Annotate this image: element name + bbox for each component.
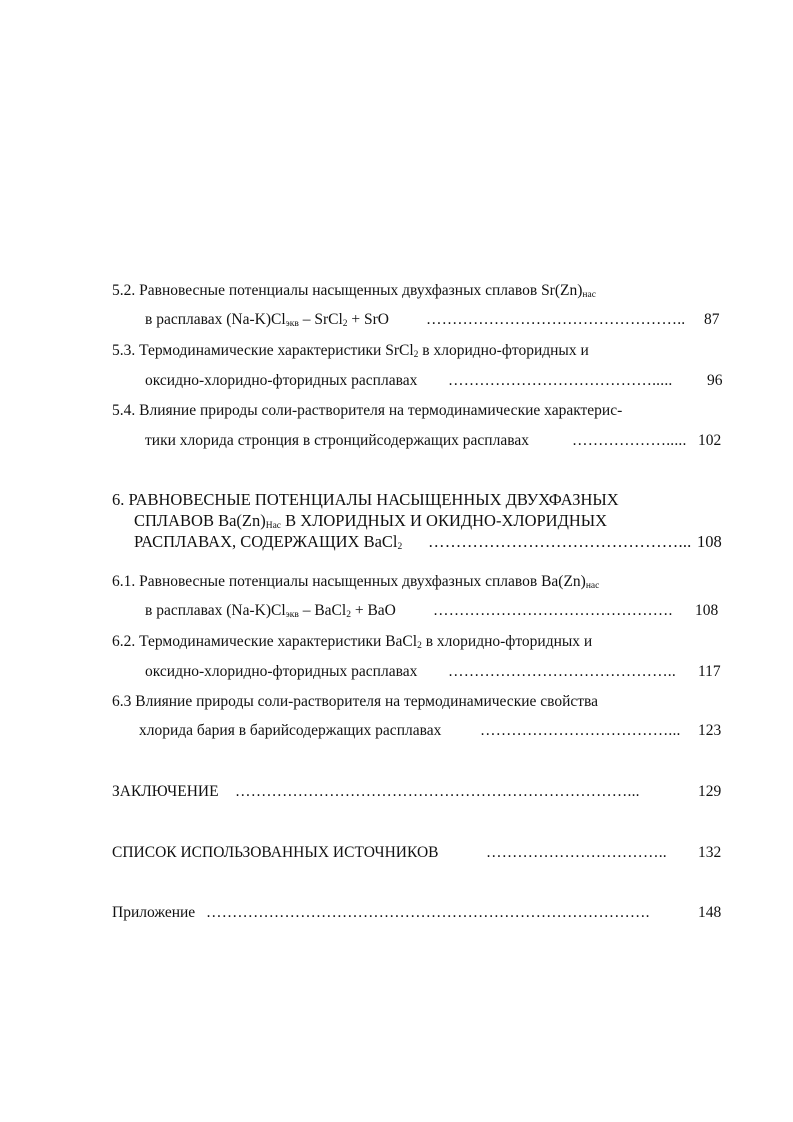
toc-leader: …………………………………………..	[426, 311, 686, 328]
toc-chapter-6-title-end: РАСПЛАВАХ, СОДЕРЖАЩИХ BaCl$_2$	[134, 532, 403, 552]
toc-entry-6-2-subtitle: оксидно-хлоридно-фторидных расплавах	[145, 663, 418, 680]
toc-page-number: 129	[698, 783, 722, 800]
toc-entry-6-3-line1	[0, 692, 793, 712]
toc-entry-5-3-line1	[0, 341, 793, 361]
toc-entry-5-4-title: 5.4. Влияние природы соли-растворителя на термодинамические характерис-	[112, 402, 623, 419]
toc-entry-6-2-title: 6.2. Термодинамические характеристики BaCl$_2$ в хлоридно-фторидных и	[112, 633, 593, 651]
toc-page-number: 87	[704, 311, 720, 328]
toc-entry-5-4-line2	[0, 431, 793, 451]
toc-page-number: 108	[695, 602, 719, 619]
toc-chapter-6-line3	[0, 532, 793, 552]
toc-entry-6-1-line1	[0, 572, 793, 592]
toc-entry-5-3-subtitle: оксидно-хлоридно-фторидных расплавах	[145, 372, 418, 389]
toc-leader: ……………………………………….	[433, 602, 673, 619]
toc-leader: ……………………………..	[486, 844, 667, 861]
toc-chapter-6-title: 6. РАВНОВЕСНЫЕ ПОТЕНЦИАЛЫ НАСЫЩЕННЫХ ДВУХФАЗНЫХ	[112, 490, 619, 509]
toc-entry-5-3-line2	[0, 371, 793, 391]
toc-entry-6-1-title: 6.1. Равновесные потенциалы насыщенных двухфазных сплавов $Ba(Zn)_{нас}$	[112, 573, 600, 591]
toc-page-number: 96	[707, 372, 723, 389]
toc-page-number: 132	[698, 844, 722, 861]
toc-entry-6-3-subtitle: хлорида бария в барийсодержащих расплавах	[139, 722, 442, 739]
toc-entry-5-4-subtitle: тики хлорида стронция в стронцийсодержащих расплавах	[145, 432, 529, 449]
toc-entry-6-2-line2	[0, 662, 793, 682]
toc-leader: ………………………………...	[480, 722, 681, 739]
toc-entry-6-2-line1	[0, 632, 793, 652]
toc-entry-5-2-subtitle: в расплавах $(Na-K)Cl_{экв}$ – SrCl$_2$ + SrO	[145, 311, 389, 329]
toc-leader: ……………………………………..	[448, 663, 676, 680]
toc-leader: ………………………………………………………………………….	[206, 904, 650, 921]
toc-page-number: 123	[698, 722, 722, 739]
toc-entry-6-1-subtitle: в расплавах $(Na-K)Cl_{экв}$ – BaCl$_2$ + BaO	[145, 602, 396, 620]
toc-conclusion-label: ЗАКЛЮЧЕНИЕ	[112, 783, 219, 800]
toc-leader: …………………………………………………………………...	[235, 783, 640, 800]
toc-entry-6-1-line2	[0, 601, 793, 621]
toc-references-label: СПИСОК ИСПОЛЬЗОВАННЫХ ИСТОЧНИКОВ	[112, 844, 439, 861]
toc-chapter-6-line1	[0, 490, 793, 510]
toc-leader: ……………….....	[572, 432, 687, 449]
toc-leader: ………………………………….....	[448, 372, 673, 389]
toc-entry-6-3-line2	[0, 721, 793, 741]
toc-entry-5-3-title: 5.3. Термодинамические характеристики SrCl$_2$ в хлоридно-фторидных и	[112, 342, 589, 360]
toc-conclusion	[0, 782, 793, 802]
toc-entry-5-2-title: 5.2. Равновесные потенциалы насыщенных двухфазных сплавов $Sr(Zn)_{нас}$	[112, 282, 596, 300]
toc-entry-5-4-line1	[0, 401, 793, 421]
toc-appendix	[0, 903, 793, 923]
toc-references	[0, 843, 793, 863]
toc-chapter-6-line2	[0, 511, 793, 531]
toc-entry-6-3-title: 6.3 Влияние природы соли-растворителя на термодинамические свойства	[112, 693, 599, 710]
toc-page-number: 102	[698, 432, 722, 449]
toc-page-number: 117	[698, 663, 721, 680]
toc-entry-5-2-line2	[0, 310, 793, 330]
toc-page-number: 148	[698, 904, 722, 921]
toc-chapter-6-title-cont: СПЛАВОВ $Ba(Zn)_{Нас}$ В ХЛОРИДНЫХ И ОКИДНО-ХЛОРИДНЫХ	[134, 511, 608, 531]
toc-leader: ………………………………………...	[428, 532, 692, 551]
toc-appendix-label: Приложение	[112, 904, 196, 921]
toc-entry-5-2-line1	[0, 281, 793, 301]
toc-page-number: 108	[697, 532, 722, 551]
